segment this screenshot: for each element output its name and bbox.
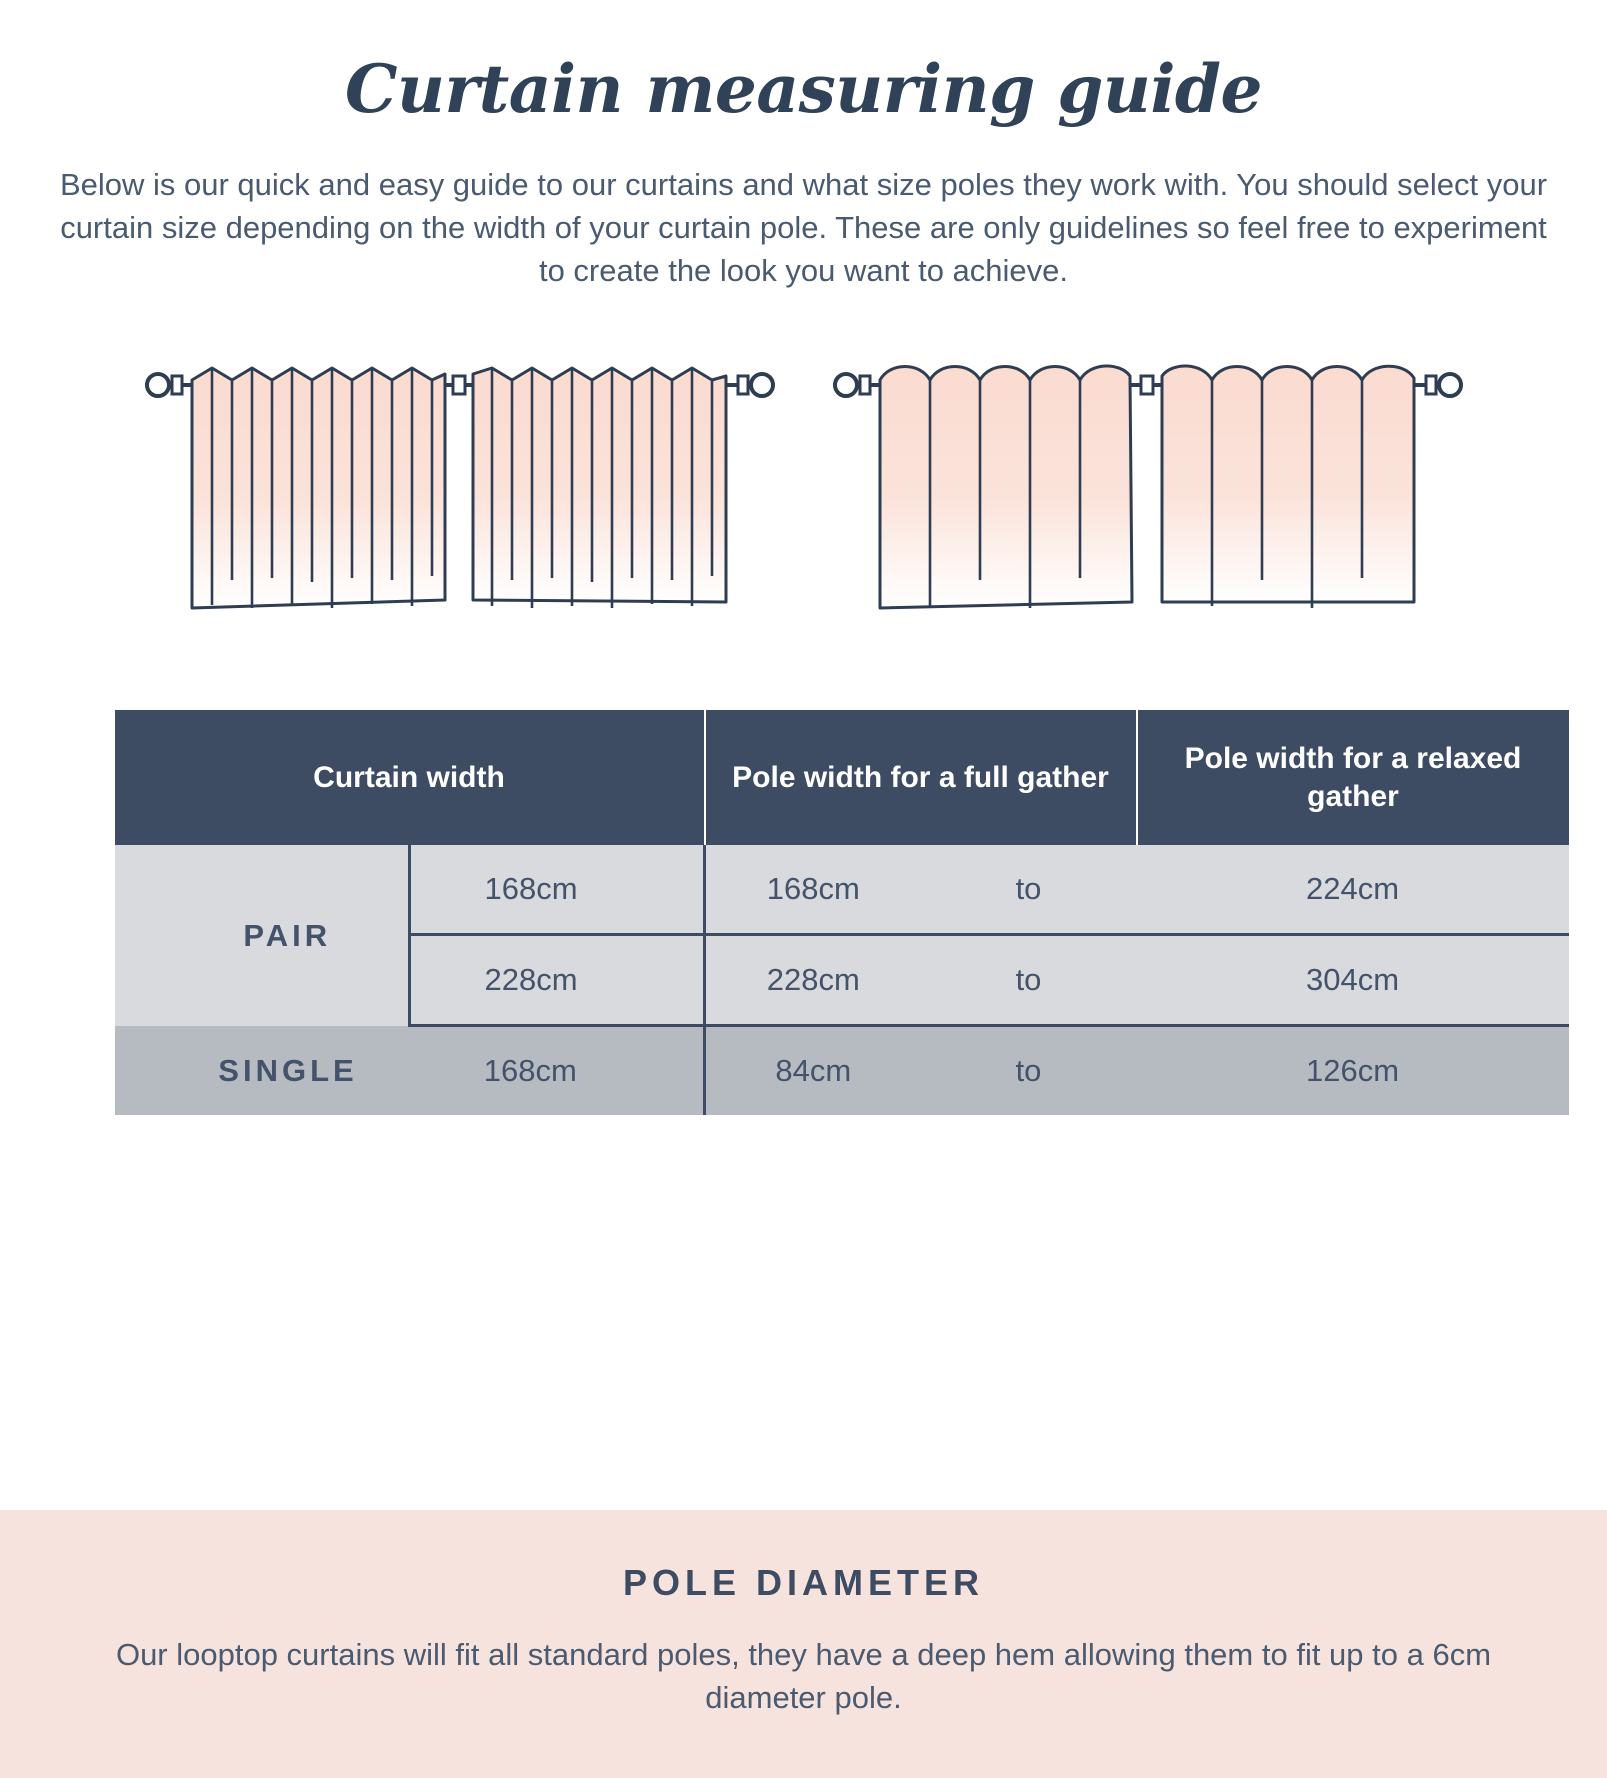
table-header-row: [115, 710, 1569, 845]
relaxed-gather-curtain-diagram: [828, 350, 1468, 650]
column-header-curtain-width: Curtain width: [115, 710, 705, 845]
row-category-single: SINGLE: [115, 1026, 410, 1116]
measurements-table-wrapper: [115, 710, 1522, 1115]
cell-relaxed-gather: 126cm: [1137, 1026, 1569, 1116]
page-title: Curtain measuring guide: [344, 50, 1263, 128]
cell-connector: to: [921, 935, 1137, 1026]
row-category-pair: PAIR: [115, 845, 410, 1026]
pole-diameter-text: Our looptop curtains will fit all standard poles, they have a deep hem allowing them to fit up to a 6cm diameter pole.: [115, 1637, 1492, 1716]
cell-full-gather: 168cm: [705, 845, 921, 935]
table-row: [115, 1026, 1569, 1116]
cell-curtain-width: 168cm: [410, 845, 705, 935]
pole-diameter-title: POLE DIAMETER: [622, 1562, 984, 1604]
column-header-full-gather: Pole width for a full gather: [705, 710, 1137, 845]
cell-connector: to: [921, 845, 1137, 935]
cell-curtain-width: 168cm: [410, 1026, 705, 1116]
intro-paragraph: Below is our quick and easy guide to our curtains and what size poles they work with. You should select your curtain size depending on the width of your curtain pole. These are only guidelines so feel free to experiment to create the look you want to achieve.: [59, 167, 1548, 288]
cell-relaxed-gather: 224cm: [1137, 845, 1569, 935]
full-gather-curtain-diagram: [140, 350, 780, 650]
cell-full-gather: 84cm: [705, 1026, 921, 1116]
pole-diameter-band: [0, 1510, 1607, 1778]
cell-connector: to: [921, 1026, 1137, 1116]
cell-relaxed-gather: 304cm: [1137, 935, 1569, 1026]
table-body: [115, 845, 1569, 1115]
column-header-relaxed-gather: Pole width for a relaxed gather: [1137, 710, 1569, 845]
cell-full-gather: 228cm: [705, 935, 921, 1026]
cell-curtain-width: 228cm: [410, 935, 705, 1026]
measurements-table: [115, 710, 1569, 1115]
illustration-row: [0, 350, 1607, 650]
table-row: [115, 845, 1569, 935]
table-header: [115, 710, 1569, 845]
